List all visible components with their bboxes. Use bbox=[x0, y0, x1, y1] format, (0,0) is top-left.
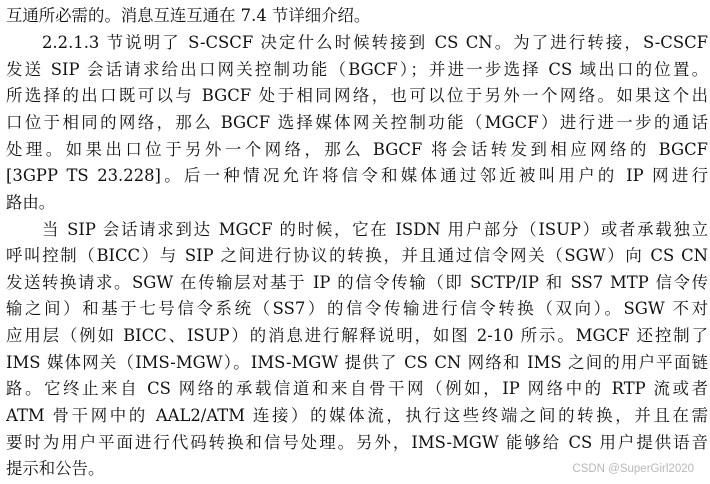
text-line: 应用层（例如 BICC、ISUP）的消息进行解释说明，如图 2-10 所示。MGCF 还控制了 bbox=[6, 326, 708, 345]
text-line: 发送 SIP 会话请求给出口网关控制功能（BGCF）；并进一步选择 CS 域出口的位置。 bbox=[6, 60, 708, 79]
text-line: IMS 媒体网关（IMS-MGW）。IMS-MGW 提供了 CS CN 网络和 IMS 之间的用户平面链 bbox=[6, 353, 708, 372]
text-line: 呼叫控制（BICC）与 SIP 之间进行协议的转换，并且通过信令网关（SGW）向 CS CN bbox=[6, 246, 708, 265]
text-line: 要时为用户平面进行代码转换和信号处理。另外，IMS-MGW 能够给 CS 用户提供语音 bbox=[6, 433, 708, 452]
text-line: 所选择的出口既可以与 BGCF 处于相同网络，也可以位于另外一个网络。如果这个出 bbox=[6, 86, 708, 105]
text-line: 互通所必需的。消息互连互通在 7.4 节详细介绍。 bbox=[6, 6, 371, 25]
text-line: ATM 骨干网中的 AAL2/ATM 连接）的媒体流，执行这些终端之间的转换，并且在需 bbox=[6, 406, 708, 425]
text-line: 发送转换请求。SGW 在传输层对基于 IP 的信令传输（即 SCTP/IP 和 SS7 MTP 信令传 bbox=[6, 273, 708, 292]
text-line: 处理。如果出口位于另外一个网络，那么 BGCF 将会话转发到相应网络的 BGCF bbox=[6, 140, 708, 159]
text-line: 路由。 bbox=[6, 193, 56, 212]
paragraph-start: 2.2.1.3 节说明了 S-CSCF 决定什么时候转接到 CS CN。为了进行转接，S-CSCF bbox=[42, 33, 708, 52]
csdn-watermark: CSDN @SuperGirl2020 bbox=[572, 463, 694, 475]
text-line: [3GPP TS 23.228]。后一种情况允许将信令和媒体通过邻近被叫用户的 IP 网进行 bbox=[6, 166, 708, 185]
text-line: 路。它终止来自 CS 网络的承载信道和来自骨干网（例如，IP 网络中的 RTP 流或者 bbox=[6, 379, 708, 398]
paragraph-start: 当 SIP 会话请求到达 MGCF 的时候，它在 ISDN 用户部分（ISUP）或者承载独立 bbox=[42, 220, 708, 239]
text-line: 提示和公告。 bbox=[6, 459, 105, 478]
text-line: 输之间）和基于七号信令系统（SS7）的信令传输进行信令转换（双向）。SGW 不对 bbox=[6, 299, 708, 318]
text-line: 口位于相同的网络，那么 BGCF 选择媒体网关控制功能（MGCF）进行进一步的通话 bbox=[6, 113, 708, 132]
